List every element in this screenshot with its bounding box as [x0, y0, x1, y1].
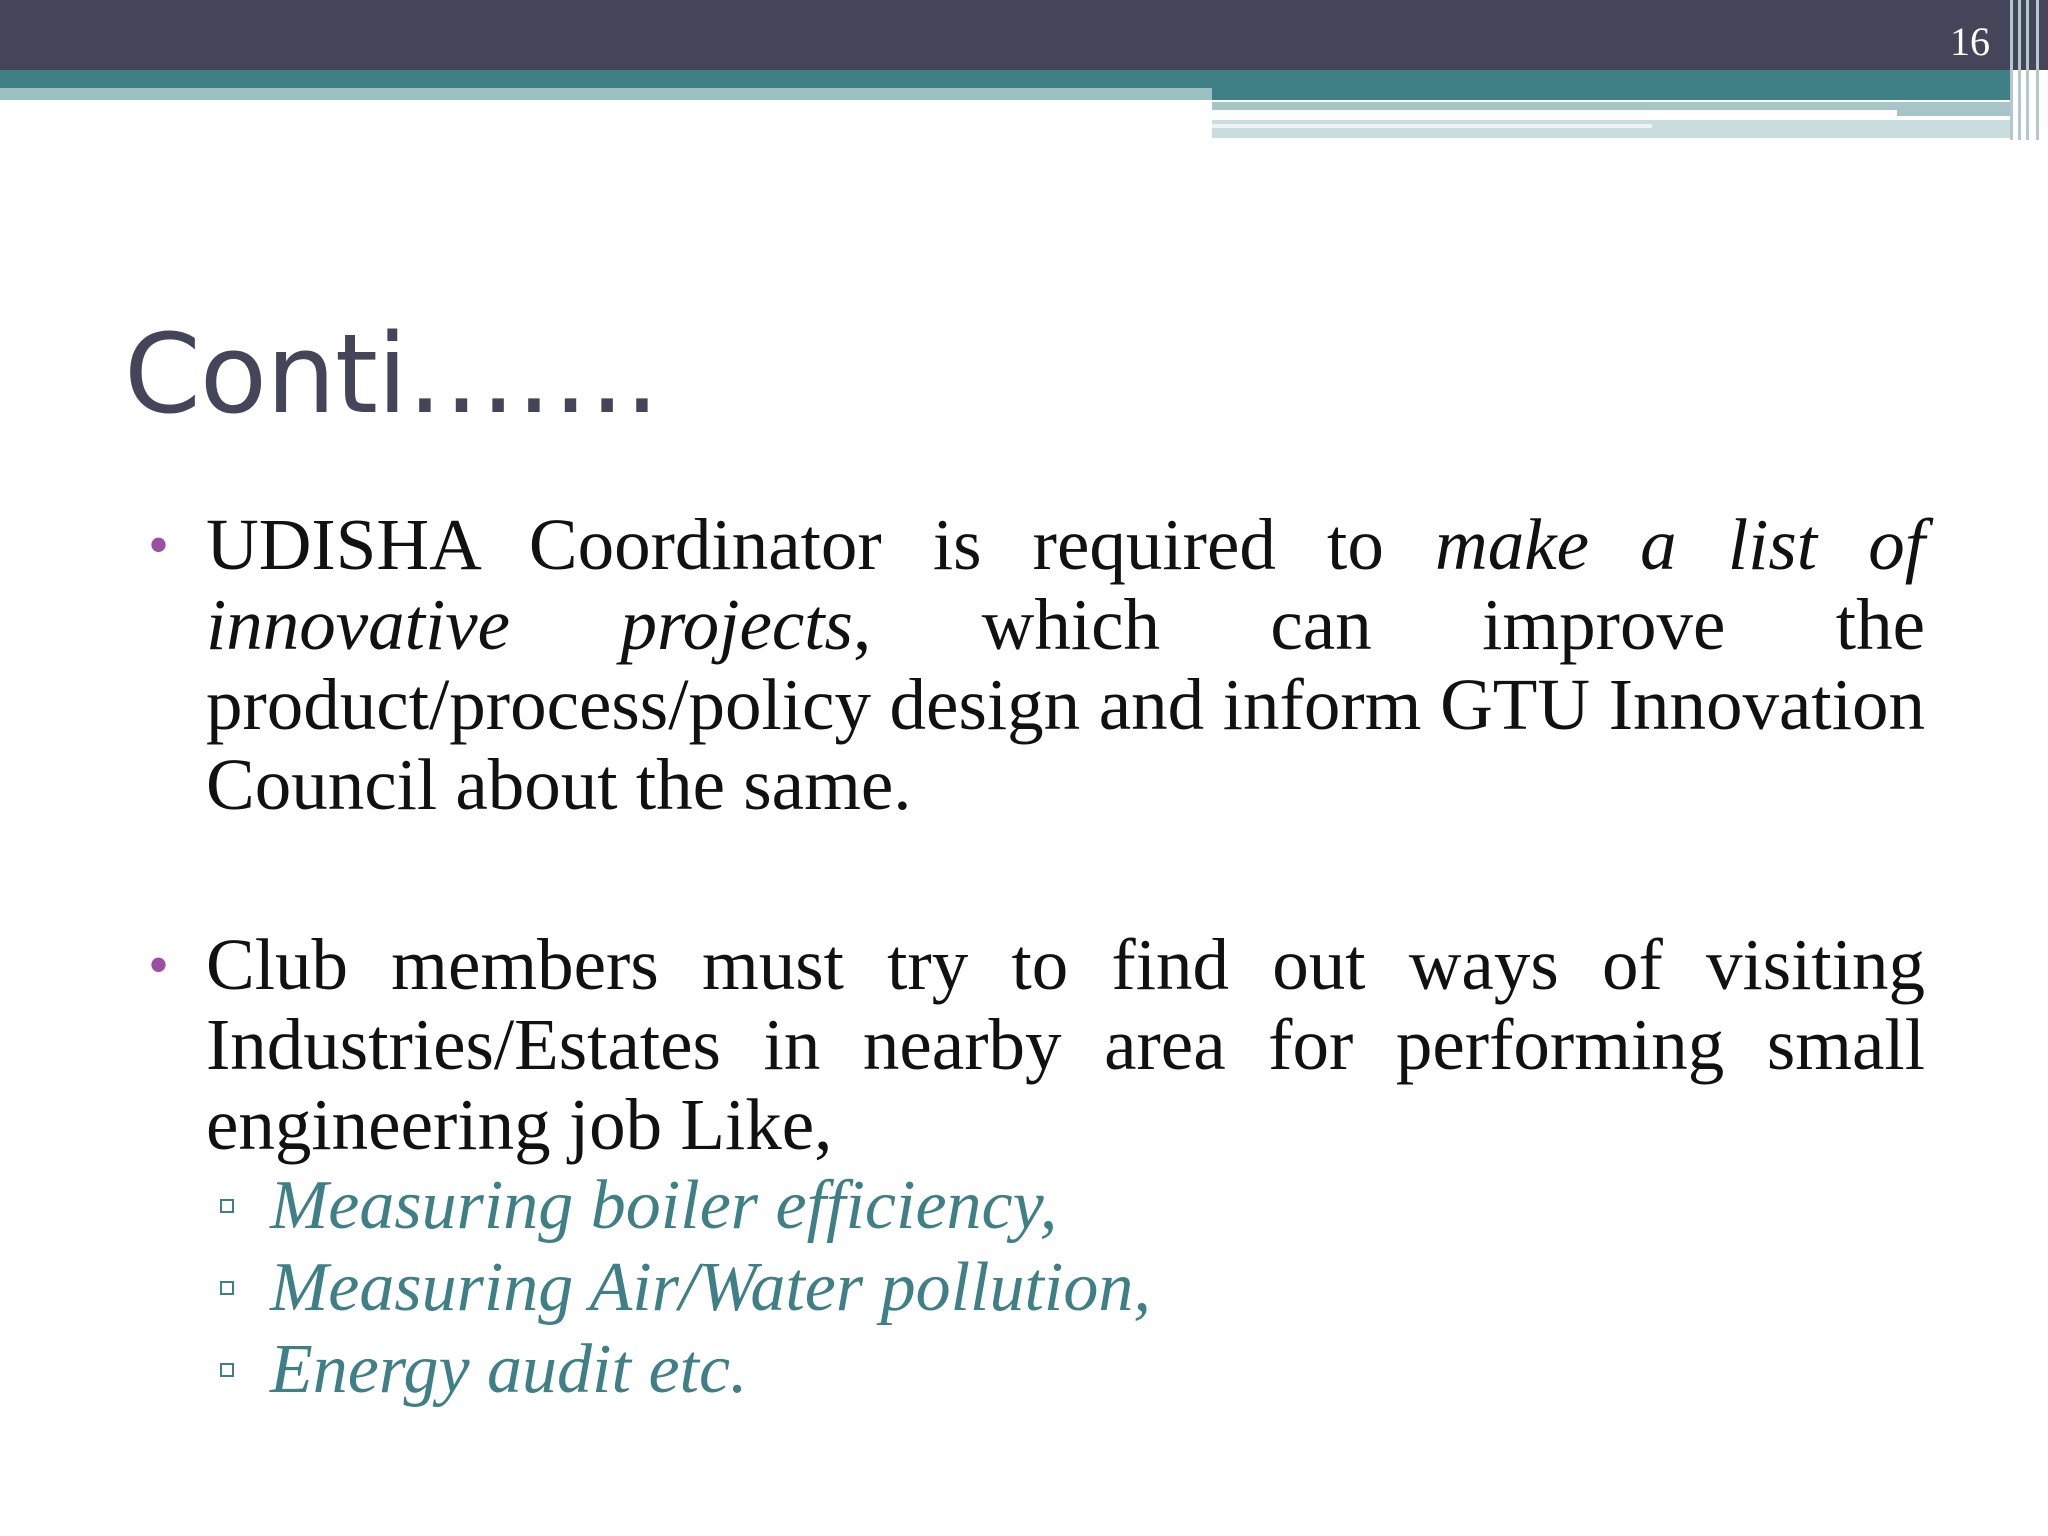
header-teal-stripe [0, 70, 1212, 88]
square-bullet-icon [220, 1363, 234, 1377]
sub-item [140, 1329, 1925, 1411]
header-white-line [1212, 110, 1897, 116]
bullet-emphasis: make a list of innovative projects [206, 504, 1926, 665]
header-light-bottom [1212, 120, 2012, 138]
sub-item-text: Measuring Air/Water pollution, [270, 1249, 1151, 1326]
square-bullet-icon [220, 1281, 234, 1295]
sub-list [140, 1165, 1925, 1411]
sub-item-text: Measuring boiler efficiency, [270, 1167, 1058, 1244]
page-number: 16 [1950, 19, 1990, 64]
bullet-dot-icon: • [148, 932, 170, 998]
square-bullet-icon [220, 1199, 234, 1213]
slide-title: Conti……. [124, 310, 659, 438]
header-vertical-bars [2006, 0, 2048, 140]
header-teal-stripe-right [1212, 70, 2012, 100]
header-band [0, 0, 2048, 70]
bullet-item-2 [140, 925, 1925, 1165]
sub-item [140, 1247, 1925, 1329]
bullet-text-part: , which can improve the product/process/policy design and inform GTU Innovation Council about the same. [206, 584, 1925, 825]
header-light-stripe [0, 88, 1212, 100]
slide-content [140, 505, 1925, 1411]
sub-item-text: Energy audit etc. [270, 1331, 748, 1408]
bullet-text-part: UDISHA Coordinator is required to [206, 504, 1435, 585]
sub-item [140, 1165, 1925, 1247]
bullet-dot-icon: • [148, 512, 170, 578]
bullet-item-1 [140, 505, 1925, 825]
header-white-line-2 [1212, 124, 1652, 128]
bullet-text: Club members must try to find out ways of visiting Industries/Estates in nearby area for performing small engineering job Like, [206, 924, 1925, 1165]
